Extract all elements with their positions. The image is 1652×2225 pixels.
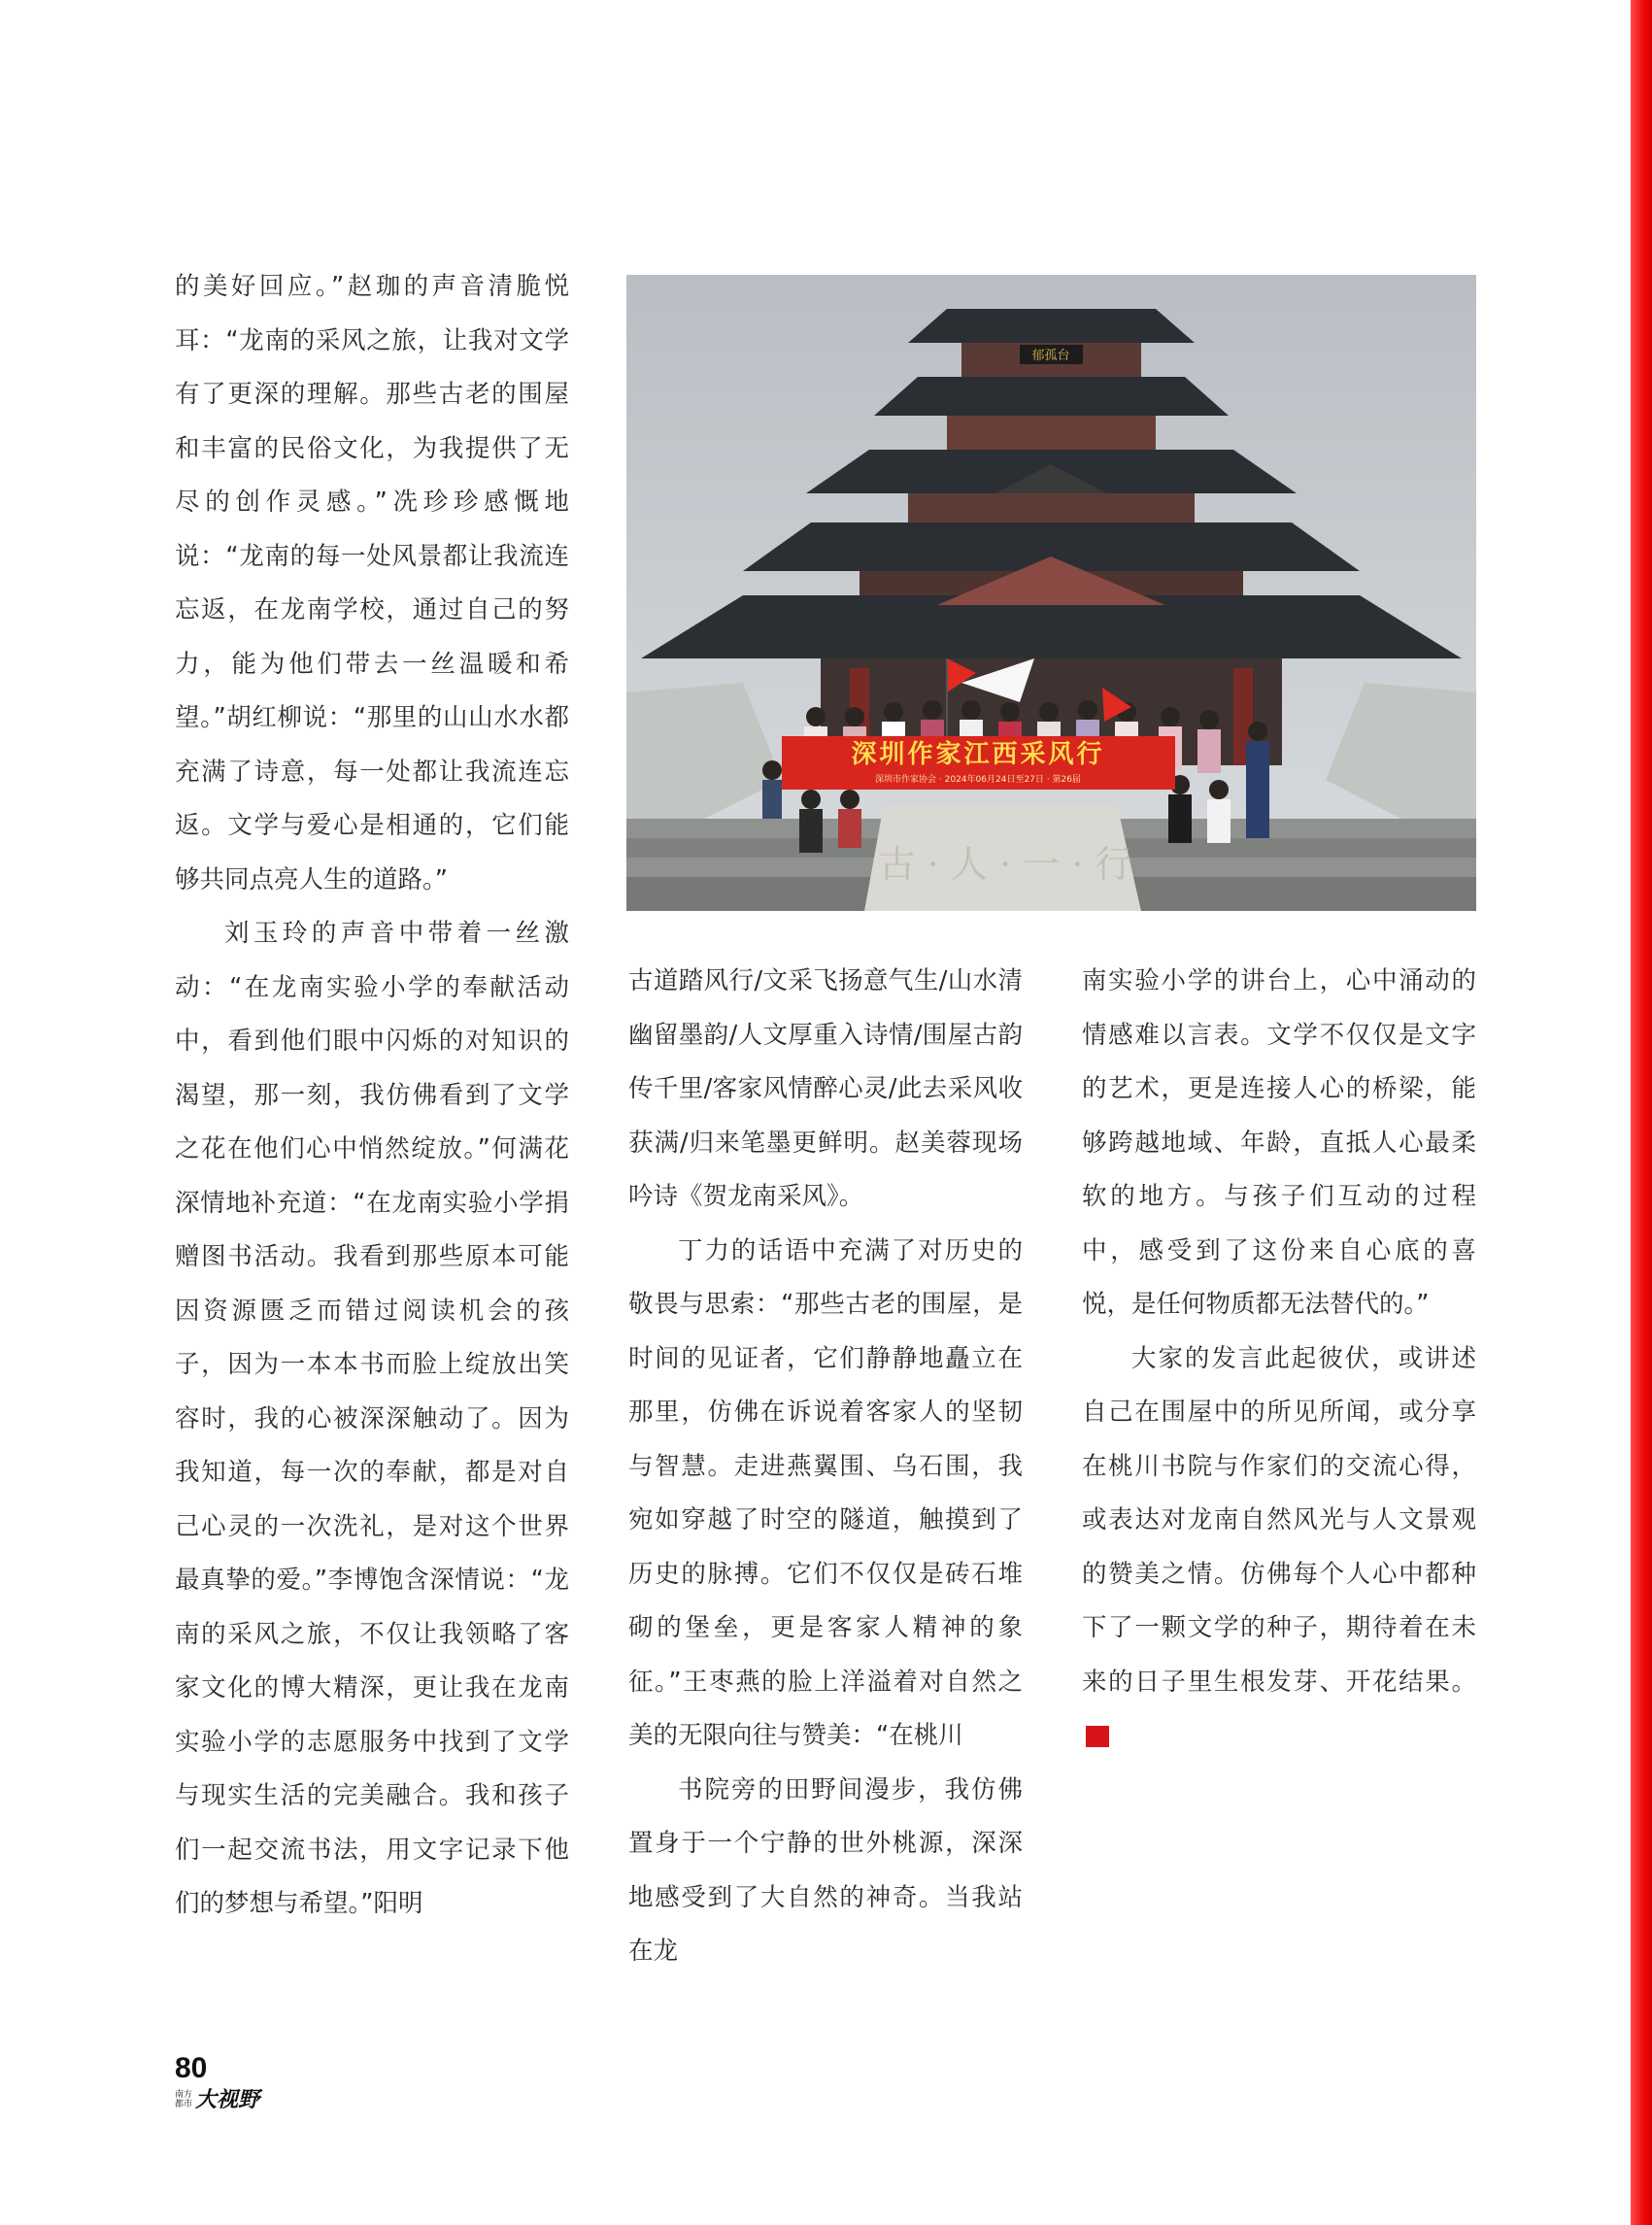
text-column-left [175, 260, 569, 1932]
magazine-logo-small-1: 南方 [175, 2090, 193, 2100]
tower-plaque-text: 郁孤台 [1031, 349, 1070, 363]
text-column-middle [628, 955, 1023, 1979]
ground-carving-text: 古 · 人 · 一 · 行 [878, 843, 1132, 886]
paragraph: 刘玉玲的声音中带着一丝激动：“在龙南实验小学的奉献活动中，看到他们眼中闪烁的对知识的渴望，那一刻，我仿佛看到了文学之花在他们心中悄然绽放。”何满花深情地补充道：“在龙南实验小学捐赠图书活动。我看到那些原本可能因资源匮乏而错过阅读机会的孩子，因为一本本书而脸上绽放出笑容时，我的心被深深触动了。因为我知道，每一次的奉献，都是对自己心灵的一次洗礼，是对这个世界最真挚的爱。”李博饱含深情说：“龙南的采风之旅，不仅让我领略了客家文化的博大精深，更让我在龙南实验小学的志愿服务中找到了文学与现实生活的完美融合。我和孩子们一起交流书法，用文字记录下他们的梦想与希望。”阳明 [175, 919, 569, 1918]
paragraph [1082, 1332, 1476, 1764]
banner-subtitle: 深圳市作家协会 · 2024年06月24日至27日 · 第26届 [875, 775, 1081, 785]
page-edge-red-bar [1631, 0, 1652, 2225]
paragraph-text: 大家的发言此起彼伏，或讲述自己在围屋中的所见所闻，或分享在桃川书院与作家们的交流心得，或表达对龙南自然风光与人文景观的赞美之情。仿佛每个人心中都种下了一颗文学的种子，期待着在未来的日子里生根发芽、开花结果。 [1082, 1343, 1476, 1697]
paragraph: 丁力的话语中充满了对历史的敬畏与思索：“那些古老的围屋，是时间的见证者，它们静静地矗立在那里，仿佛在诉说着客家人的坚韧与智慧。走进燕翼围、乌石围，我宛如穿越了时空的隧道，触摸到了历史的脉搏。它们不仅仅是砖石堆砌的堡垒，更是客家人精神的象征。”王枣燕的脸上洋溢着对自然之美的无限向往与赞美：“在桃川 [628, 1235, 1023, 1750]
paragraph: 的美好回应。”赵珈的声音清脆悦耳：“龙南的采风之旅，让我对文学有了更深的理解。那些古老的围屋和丰富的民俗文化，为我提供了无尽的创作灵感。”冼珍珍感慨地说：“龙南的每一处风景都让我流连忘返，在龙南学校，通过自己的努力，能为他们带去一丝温暖和希望。”胡红柳说：“那里的山山水水都充满了诗意，每一处都让我流连忘返。文学与爱心是相通的，它们能够共同点亮人生的道路。” [175, 272, 569, 894]
paragraph: 书院旁的田野间漫步，我仿佛置身于一个宁静的世外桃源，深深地感受到了大自然的神奇。当我站在龙 [628, 1774, 1023, 1966]
paragraph: 古道踏风行/文采飞扬意气生/山水清幽留墨韵/人文厚重入诗情/围屋古韵传千里/客家风情醉心灵/此去采风收获满/归来笔墨更鲜明。赵美蓉现场吟诗《贺龙南采风》。 [628, 966, 1023, 1211]
magazine-logo [175, 2088, 259, 2111]
magazine-logo-small [175, 2090, 192, 2109]
magazine-logo-small-2: 都市 [175, 2100, 193, 2109]
banner-title: 深圳作家江西采风行 [851, 740, 1105, 769]
magazine-name: 大视野 [195, 2087, 260, 2112]
text-column-right [1082, 955, 1476, 1764]
paragraph: 南实验小学的讲台上，心中涌动的情感难以言表。文学不仅仅是文字的艺术，更是连接人心的桥梁，能够跨越地域、年龄，直抵人心最柔软的地方。与孩子们互动的过程中，感受到了这份来自心底的喜悦，是任何物质都无法替代的。” [1082, 966, 1476, 1319]
end-of-article-icon: N [1086, 1726, 1109, 1747]
group-photo-pagoda [626, 275, 1476, 911]
page-number: 80 [175, 2052, 208, 2084]
